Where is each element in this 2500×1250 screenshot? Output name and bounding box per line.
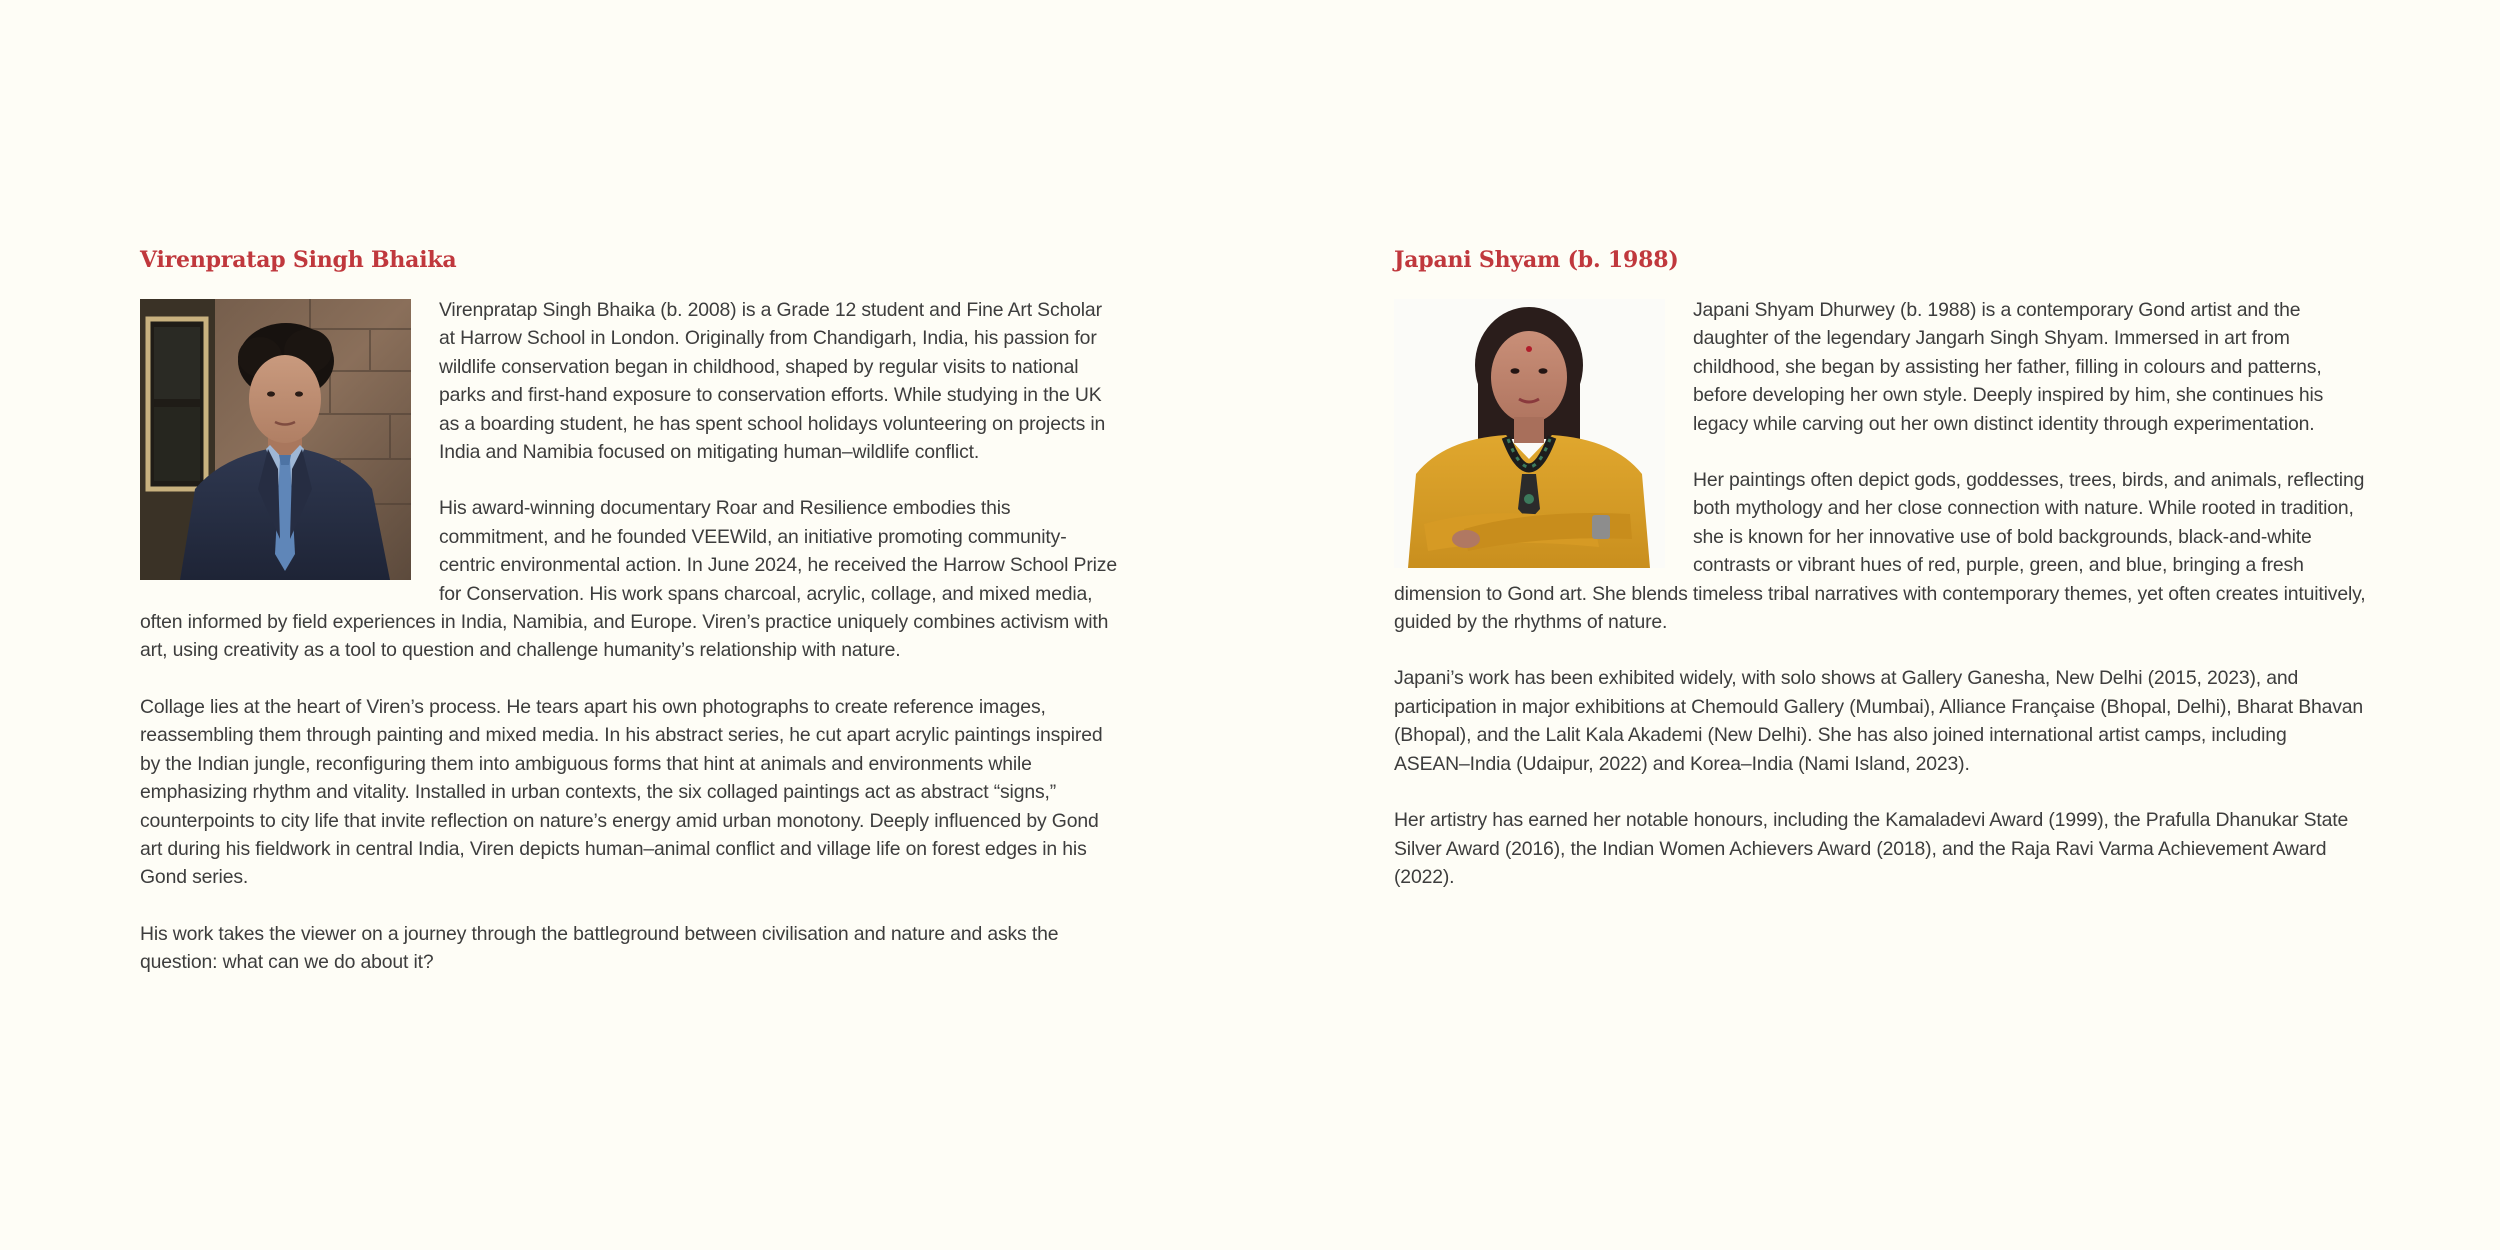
- bio-paragraph: Japani Shyam Dhurwey (b. 1988) is a contemporary Gond artist and the daughter of the legendary Jangarh Singh Shyam. Immersed in art from childhood, she began by assisting her father, filling in colours and patterns, before developing her own style. Deeply inspired by him, she continues his legacy while carving out her own distinct identity through experimentation.: [1693, 299, 2324, 435]
- bio-paragraph: Collage lies at the heart of Viren’s process. He tears apart his own photographs to create reference images, reassembling them through painting and mixed media. In his abstract series, he cut apart acrylic paintings inspired by the Indian jungle, reconfiguring them into ambiguous forms that hint at animals and environments while emphasizing rhythm and vitality. Installed in urban contexts, the six collaged paintings act as abstract “signs,” counterpoints to city life that invite reflection on nature’s energy amid urban monotony. Deeply influenced by Gond art during his fieldwork in central India, Viren depicts human–animal conflict and village life on forest edges in his Gond series.: [140, 695, 1103, 889]
- portrait-photo-virenpratap: [140, 299, 411, 580]
- artist-name: Japani Shyam (b. 1988): [1394, 247, 1679, 273]
- artist-bio-japani: [1394, 246, 2366, 919]
- portrait-photo-japani: [1394, 299, 1665, 568]
- bio-paragraph: Virenpratap Singh Bhaika (b. 2008) is a Grade 12 student and Fine Art Scholar at Harrow School in London. Originally from Chandigarh, India, his passion for wildlife conservation began in childhood, shaped by regular visits to national parks and first-hand exposure to conservation efforts. While studying in the UK as a boarding student, he has spent school holidays volunteering on projects in India and Namibia focused on mitigating human–wildlife conflict.: [439, 299, 1106, 464]
- bio-paragraph: His award-winning documentary Roar and Resilience embodies this commitment, and he founded VEEWild, an initiative promoting community-centric environmental action. In June 2024, he received the Harrow School Prize for Conservation. His work spans charcoal, acrylic, collage, and mixed media, often informed by field experiences in India, Namibia, and Europe. Viren’s practice uniquely combines activism with art, using creativity as a tool to question and challenge humanity’s relationship with nature.: [140, 497, 1117, 662]
- artist-name: Virenpratap Singh Bhaika: [140, 247, 457, 273]
- bio-paragraph: Japani’s work has been exhibited widely, with solo shows at Gallery Ganesha, New Delhi (2015, 2023), and participation in major exhibitions at Chemould Gallery (Mumbai), Alliance Française (Bhopal, Delhi), Bharat Bhavan (Bhopal), and the Lalit Kala Akademi (New Delhi). She has also joined international artist camps, including ASEAN–India (Udaipur, 2022) and Korea–India (Nami Island, 2023).: [1394, 667, 2364, 775]
- bio-paragraph: Her paintings often depict gods, goddesses, trees, birds, and animals, reflecting both mythology and her close connection with nature. While rooted in tradition, she is known for her innovative use of bold backgrounds, black-and-white contrasts or vibrant hues of red, purple, green, and blue, bringing a fresh dimension to Gond art. She blends timeless tribal narratives with contemporary themes, yet often creates intuitively, guided by the rhythms of nature.: [1394, 469, 2366, 634]
- artist-bio-virenpratap: [140, 246, 1122, 1005]
- bio-paragraph: His work takes the viewer on a journey through the battleground between civilisation and nature and asks the question: what can we do about it?: [140, 922, 1059, 974]
- bio-paragraph: Her artistry has earned her notable honours, including the Kamaladevi Award (1999), the Prafulla Dhanukar State Silver Award (2016), the Indian Women Achievers Award (2018), and the Raja Ravi Varma Achievement Award (2022).: [1394, 809, 2349, 888]
